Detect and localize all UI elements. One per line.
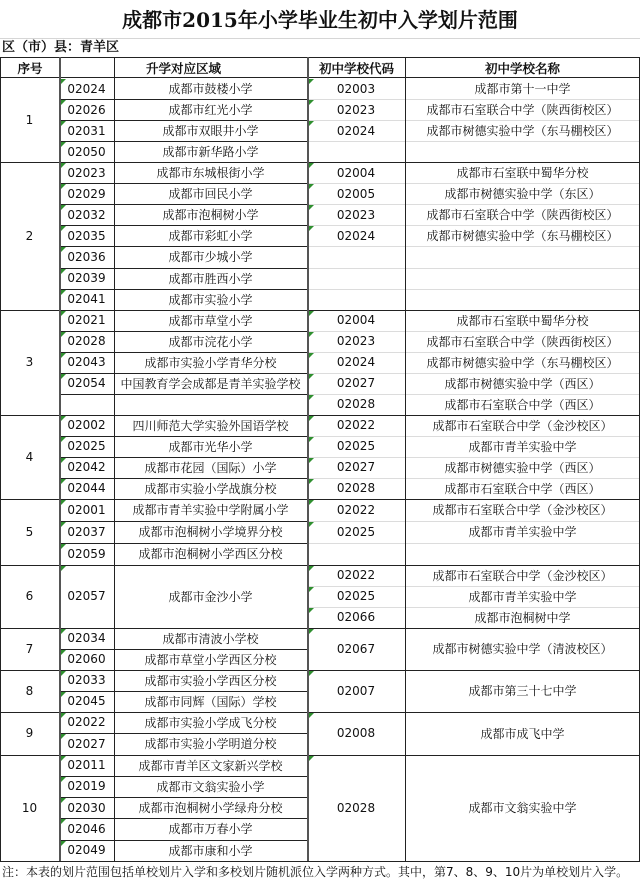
row-divider: [59, 246, 307, 247]
row-divider: [59, 776, 307, 777]
comment-marker-icon: [309, 587, 314, 592]
comment-marker-icon: [61, 79, 66, 84]
middle-school-code: 02023: [336, 334, 376, 349]
middle-school-code: [307, 289, 405, 310]
middle-school-code: 02005: [336, 186, 376, 201]
middle-school-name: 成都市石室联合中学（陕西街校区）: [426, 103, 619, 117]
comment-marker-icon: [61, 458, 66, 463]
primary-school-code: 02059: [67, 546, 106, 561]
comment-marker-icon: [61, 374, 66, 379]
primary-school-code: 02019: [67, 779, 106, 794]
row-gridline: [307, 586, 640, 587]
primary-school-code: 02022: [67, 715, 106, 730]
row-gridline: [307, 289, 640, 290]
comment-marker-icon: [61, 416, 66, 421]
middle-school-code: 02004: [336, 313, 376, 328]
middle-school-code: 02025: [336, 439, 376, 454]
primary-school-code: 02044: [67, 481, 106, 496]
primary-school-name: 中国教育学会成都是青羊实验学校: [120, 376, 301, 391]
primary-school-code: 02028: [67, 334, 106, 349]
primary-school-code: 02054: [67, 376, 106, 391]
row-divider: [59, 120, 307, 121]
middle-school-code: 02022: [336, 418, 376, 433]
comment-marker-icon: [309, 311, 314, 316]
row-gridline: [307, 607, 640, 608]
primary-school-code: 02042: [67, 460, 106, 475]
primary-school-code: 02033: [67, 673, 106, 688]
comment-marker-icon: [61, 353, 66, 358]
primary-school-name: 成都市青羊区文家新兴学校: [138, 758, 283, 773]
middle-school-name: 成都市青羊实验中学: [468, 589, 577, 604]
comment-marker-icon: [309, 458, 314, 463]
comment-marker-icon: [309, 353, 314, 358]
primary-school-code: 02045: [67, 694, 106, 709]
row-gridline: [307, 543, 640, 544]
middle-school-name: 成都市石室联合中学（陕西街校区）: [426, 208, 619, 223]
column-divider: [0, 57, 1, 861]
row-divider: [59, 543, 307, 544]
primary-school-name: 成都市文翁实验小学: [156, 779, 265, 794]
row-gridline: [307, 141, 640, 142]
section-seq: 7: [25, 641, 34, 656]
row-gridline: [307, 225, 640, 226]
primary-school-name: 成都市康和小学: [168, 843, 253, 858]
primary-school-code: 02024: [67, 81, 106, 96]
comment-marker-icon: [61, 332, 66, 337]
middle-school-name: 成都市树德实验中学（西区）: [444, 460, 601, 475]
row-gridline: [307, 268, 640, 269]
middle-school-name: 成都市文翁实验中学: [468, 801, 577, 816]
comment-marker-icon: [61, 100, 66, 105]
primary-school-name: 成都市清波小学校: [162, 631, 259, 646]
column-divider: [405, 57, 406, 861]
comment-marker-icon: [61, 650, 66, 655]
primary-school-code: 02021: [67, 313, 106, 328]
primary-school-code: 02057: [67, 589, 106, 604]
column-divider: [307, 57, 309, 861]
row-divider: [59, 691, 307, 692]
primary-school-name: 成都市红光小学: [168, 103, 253, 117]
primary-school-name: 成都市草堂小学西区分校: [144, 652, 277, 667]
middle-school-name: 成都市石室联合中学（金沙校区）: [432, 418, 613, 433]
header-middle-name: 初中学校名称: [405, 57, 640, 78]
primary-school-name: 成都市泡桐树小学西区分校: [138, 547, 283, 562]
primary-school-code: 02027: [67, 736, 106, 751]
primary-school-code: 02039: [67, 271, 106, 286]
section-seq: 6: [25, 589, 34, 604]
middle-school-code: 02008: [336, 726, 376, 741]
comment-marker-icon: [61, 671, 66, 676]
header-seq: 序号: [0, 57, 59, 78]
comment-marker-icon: [309, 500, 314, 505]
row-divider: [59, 436, 307, 437]
middle-school-code: 02067: [336, 641, 376, 656]
row-gridline: [307, 478, 640, 479]
middle-school-name: 成都市树德实验中学（东区）: [444, 187, 601, 202]
middle-school-name: 成都市树德实验中学（东马棚校区）: [426, 124, 619, 138]
middle-school-name: [405, 543, 640, 565]
primary-school-code: 02036: [67, 249, 106, 264]
middle-school-code: 02022: [336, 502, 376, 517]
comment-marker-icon: [61, 290, 66, 295]
row-divider: [59, 268, 307, 269]
row-gridline: [307, 331, 640, 332]
primary-school-name: 成都市实验小学战旗分校: [144, 481, 277, 496]
comment-marker-icon: [61, 756, 66, 761]
comment-marker-icon: [61, 713, 66, 718]
row-gridline: [307, 120, 640, 121]
row-gridline: [307, 352, 640, 353]
comment-marker-icon: [61, 798, 66, 803]
middle-school-name: 成都市第十一中学: [474, 82, 571, 96]
middle-school-name: 成都市石室联合中学（西区）: [444, 481, 601, 496]
comment-marker-icon: [309, 395, 314, 400]
primary-school-code: 02029: [67, 186, 106, 201]
middle-school-code: 02004: [336, 165, 376, 180]
comment-marker-icon: [61, 247, 66, 252]
row-divider: [59, 183, 307, 184]
comment-marker-icon: [61, 544, 66, 549]
row-divider: [59, 289, 307, 290]
middle-school-code: 02027: [336, 376, 376, 391]
row-divider: [59, 649, 307, 650]
middle-school-name: [405, 141, 640, 162]
comment-marker-icon: [309, 100, 314, 105]
primary-school-name: 成都市胜西小学: [168, 271, 253, 286]
primary-school-name: 成都市泡桐树小学: [162, 208, 259, 223]
comment-marker-icon: [309, 121, 314, 126]
primary-school-code: 02049: [67, 843, 106, 858]
primary-school-code: [59, 394, 114, 415]
comment-marker-icon: [309, 226, 314, 231]
section-seq: 2: [25, 228, 34, 243]
row-gridline: [307, 457, 640, 458]
row-gridline: [307, 436, 640, 437]
row-divider: [59, 331, 307, 332]
middle-school-name: 成都市石室联合中学（陕西街校区）: [426, 334, 619, 349]
comment-marker-icon: [309, 756, 314, 761]
primary-school-name: 成都市实验小学成飞分校: [144, 715, 277, 730]
primary-school-name: 成都市东城根街小学: [156, 166, 265, 181]
header-primary-area: 升学对应区域: [59, 57, 307, 78]
primary-school-code: 02025: [67, 439, 106, 454]
middle-school-code: 02024: [336, 123, 376, 138]
comment-marker-icon: [309, 713, 314, 718]
middle-school-name: 成都市青羊实验中学: [468, 439, 577, 454]
middle-school-name: 成都市第三十七中学: [468, 684, 577, 699]
middle-school-name: 成都市树德实验中学（西区）: [444, 376, 601, 391]
comment-marker-icon: [61, 142, 66, 147]
middle-school-code: 02024: [336, 355, 376, 370]
comment-marker-icon: [61, 819, 66, 824]
middle-school-name: [405, 246, 640, 267]
comment-marker-icon: [309, 79, 314, 84]
primary-school-code: 02011: [67, 758, 106, 773]
comment-marker-icon: [61, 734, 66, 739]
middle-school-code: 02027: [336, 460, 376, 475]
section-seq: 5: [25, 524, 34, 539]
comment-marker-icon: [309, 522, 314, 527]
middle-school-code: 02024: [336, 228, 376, 243]
primary-school-name: 成都市回民小学: [168, 187, 253, 202]
row-gridline: [307, 246, 640, 247]
primary-school-name: 成都市泡桐树小学绿舟分校: [138, 801, 283, 816]
column-divider: [114, 57, 115, 861]
primary-school-code: 02002: [67, 418, 106, 433]
middle-school-name: [405, 268, 640, 289]
middle-school-name: 成都市石室联中蜀华分校: [456, 313, 589, 328]
primary-school-code: 02060: [67, 652, 106, 667]
primary-school-name: 成都市草堂小学: [168, 313, 253, 328]
row-gridline: [307, 521, 640, 522]
comment-marker-icon: [309, 437, 314, 442]
primary-school-code: 02037: [67, 524, 106, 539]
comment-marker-icon: [309, 374, 314, 379]
primary-school-name: 成都市浣花小学: [168, 334, 253, 349]
primary-school-code: 02034: [67, 631, 106, 646]
primary-school-name: 成都市青羊实验中学附属小学: [132, 503, 289, 518]
primary-school-name: 四川师范大学实验外国语学校: [132, 418, 289, 433]
middle-school-code: [307, 141, 405, 162]
row-divider: [59, 352, 307, 353]
comment-marker-icon: [61, 522, 66, 527]
comment-marker-icon: [61, 841, 66, 846]
comment-marker-icon: [309, 608, 314, 613]
primary-school-name: 成都市实验小学: [168, 292, 253, 307]
row-divider: [59, 373, 307, 374]
comment-marker-icon: [61, 777, 66, 782]
section-seq: 10: [21, 800, 38, 815]
row-divider: [59, 818, 307, 819]
comment-marker-icon: [309, 163, 314, 168]
row-gridline: [307, 99, 640, 100]
row-divider: [59, 797, 307, 798]
comment-marker-icon: [61, 205, 66, 210]
primary-school-code: 02043: [67, 355, 106, 370]
comment-marker-icon: [61, 269, 66, 274]
middle-school-name: 成都市泡桐树中学: [474, 610, 571, 625]
primary-school-name: 成都市鼓楼小学: [168, 82, 253, 96]
primary-school-code: 02026: [67, 102, 106, 117]
primary-school-name: 成都市彩虹小学: [168, 229, 253, 244]
primary-school-code: 02031: [67, 123, 106, 138]
comment-marker-icon: [309, 416, 314, 421]
row-gridline: [307, 183, 640, 184]
row-divider: [59, 225, 307, 226]
page-title: 成都市2015年小学毕业生初中入学划片范围: [0, 0, 640, 39]
middle-school-code: 02028: [336, 397, 376, 412]
row-divider: [59, 840, 307, 841]
comment-marker-icon: [61, 629, 66, 634]
primary-school-code: 02023: [67, 165, 106, 180]
row-divider: [59, 733, 307, 734]
primary-school-name: 成都市实验小学明道分校: [144, 737, 277, 752]
middle-school-code: 02007: [336, 683, 376, 698]
middle-school-name: 成都市成飞中学: [480, 726, 565, 741]
middle-school-code: 02025: [336, 589, 376, 604]
comment-marker-icon: [61, 500, 66, 505]
row-gridline: [307, 204, 640, 205]
section-seq: 1: [25, 113, 34, 127]
middle-school-code: 02028: [336, 481, 376, 496]
primary-school-name: 成都市花园（国际）小学: [144, 460, 277, 475]
comment-marker-icon: [61, 121, 66, 126]
comment-marker-icon: [309, 629, 314, 634]
middle-school-name: 成都市石室联中蜀华分校: [456, 166, 589, 181]
middle-school-code: 02066: [336, 610, 376, 625]
section-seq: 9: [25, 726, 34, 741]
comment-marker-icon: [309, 332, 314, 337]
primary-school-code: 02041: [67, 292, 106, 307]
section-seq: 3: [25, 355, 34, 370]
primary-school-name: 成都市同辉（国际）学校: [144, 694, 277, 709]
middle-school-name: 成都市树德实验中学（清波校区）: [432, 642, 613, 657]
row-gridline: [307, 373, 640, 374]
middle-school-code: 02025: [336, 524, 376, 539]
district-label: 区（市）县：青羊区: [2, 40, 120, 55]
row-divider: [59, 141, 307, 142]
middle-school-name: 成都市树德实验中学（东马棚校区）: [426, 355, 619, 370]
primary-school-name: 成都市光华小学: [168, 439, 253, 454]
middle-school-name: [405, 289, 640, 310]
comment-marker-icon: [309, 205, 314, 210]
primary-school-code: 02001: [67, 502, 106, 517]
middle-school-name: 成都市石室联合中学（金沙校区）: [432, 568, 613, 583]
comment-marker-icon: [61, 479, 66, 484]
comment-marker-icon: [61, 566, 66, 571]
middle-school-name: 成都市青羊实验中学: [468, 525, 577, 540]
row-gridline: [307, 394, 640, 395]
comment-marker-icon: [61, 184, 66, 189]
primary-school-code: 02050: [67, 144, 106, 159]
middle-school-code: [307, 246, 405, 267]
comment-marker-icon: [61, 311, 66, 316]
middle-school-code: 02023: [336, 102, 376, 117]
header-middle-code: 初中学校代码: [307, 57, 405, 78]
primary-school-name: 成都市双眼井小学: [162, 124, 259, 138]
middle-school-name: 成都市树德实验中学（东马棚校区）: [426, 229, 619, 244]
primary-school-name: 成都市万春小学: [168, 822, 253, 837]
primary-school-code: 02030: [67, 800, 106, 815]
comment-marker-icon: [61, 437, 66, 442]
section-seq: 8: [25, 683, 34, 698]
primary-school-code: 02046: [67, 821, 106, 836]
middle-school-code: 02003: [336, 81, 376, 96]
column-divider: [59, 57, 61, 861]
middle-school-code: [307, 268, 405, 289]
middle-school-code: 02022: [336, 568, 376, 583]
middle-school-code: [307, 543, 405, 565]
comment-marker-icon: [309, 479, 314, 484]
primary-school-name: 成都市金沙小学: [168, 589, 253, 604]
primary-school-code: 02035: [67, 228, 106, 243]
middle-school-name: 成都市石室联合中学（西区）: [444, 397, 601, 412]
comment-marker-icon: [61, 163, 66, 168]
primary-school-code: 02032: [67, 207, 106, 222]
middle-school-name: 成都市石室联合中学（金沙校区）: [432, 503, 613, 518]
row-divider: [59, 457, 307, 458]
row-divider: [59, 204, 307, 205]
row-divider: [59, 478, 307, 479]
row-divider: [59, 521, 307, 522]
comment-marker-icon: [309, 671, 314, 676]
row-divider: [59, 394, 307, 395]
comment-marker-icon: [61, 226, 66, 231]
primary-school-name: 成都市实验小学西区分校: [144, 673, 277, 688]
primary-school-name: 成都市泡桐树小学境界分校: [138, 525, 283, 540]
primary-school-name: 成都市实验小学青华分校: [144, 355, 277, 370]
section-seq: 4: [25, 449, 34, 464]
middle-school-code: 02023: [336, 207, 376, 222]
footnote: 注：本表的划片范围包括单校划片入学和多校划片随机派位入学两种方式。其中，第7、8、9、10片为单校划片入学。: [2, 864, 629, 879]
comment-marker-icon: [309, 566, 314, 571]
middle-school-code: 02028: [336, 800, 376, 815]
primary-school-name: [114, 394, 307, 415]
primary-school-name: 成都市新华路小学: [162, 145, 259, 159]
comment-marker-icon: [61, 692, 66, 697]
comment-marker-icon: [309, 184, 314, 189]
row-divider: [59, 99, 307, 100]
primary-school-name: 成都市少城小学: [168, 250, 253, 265]
